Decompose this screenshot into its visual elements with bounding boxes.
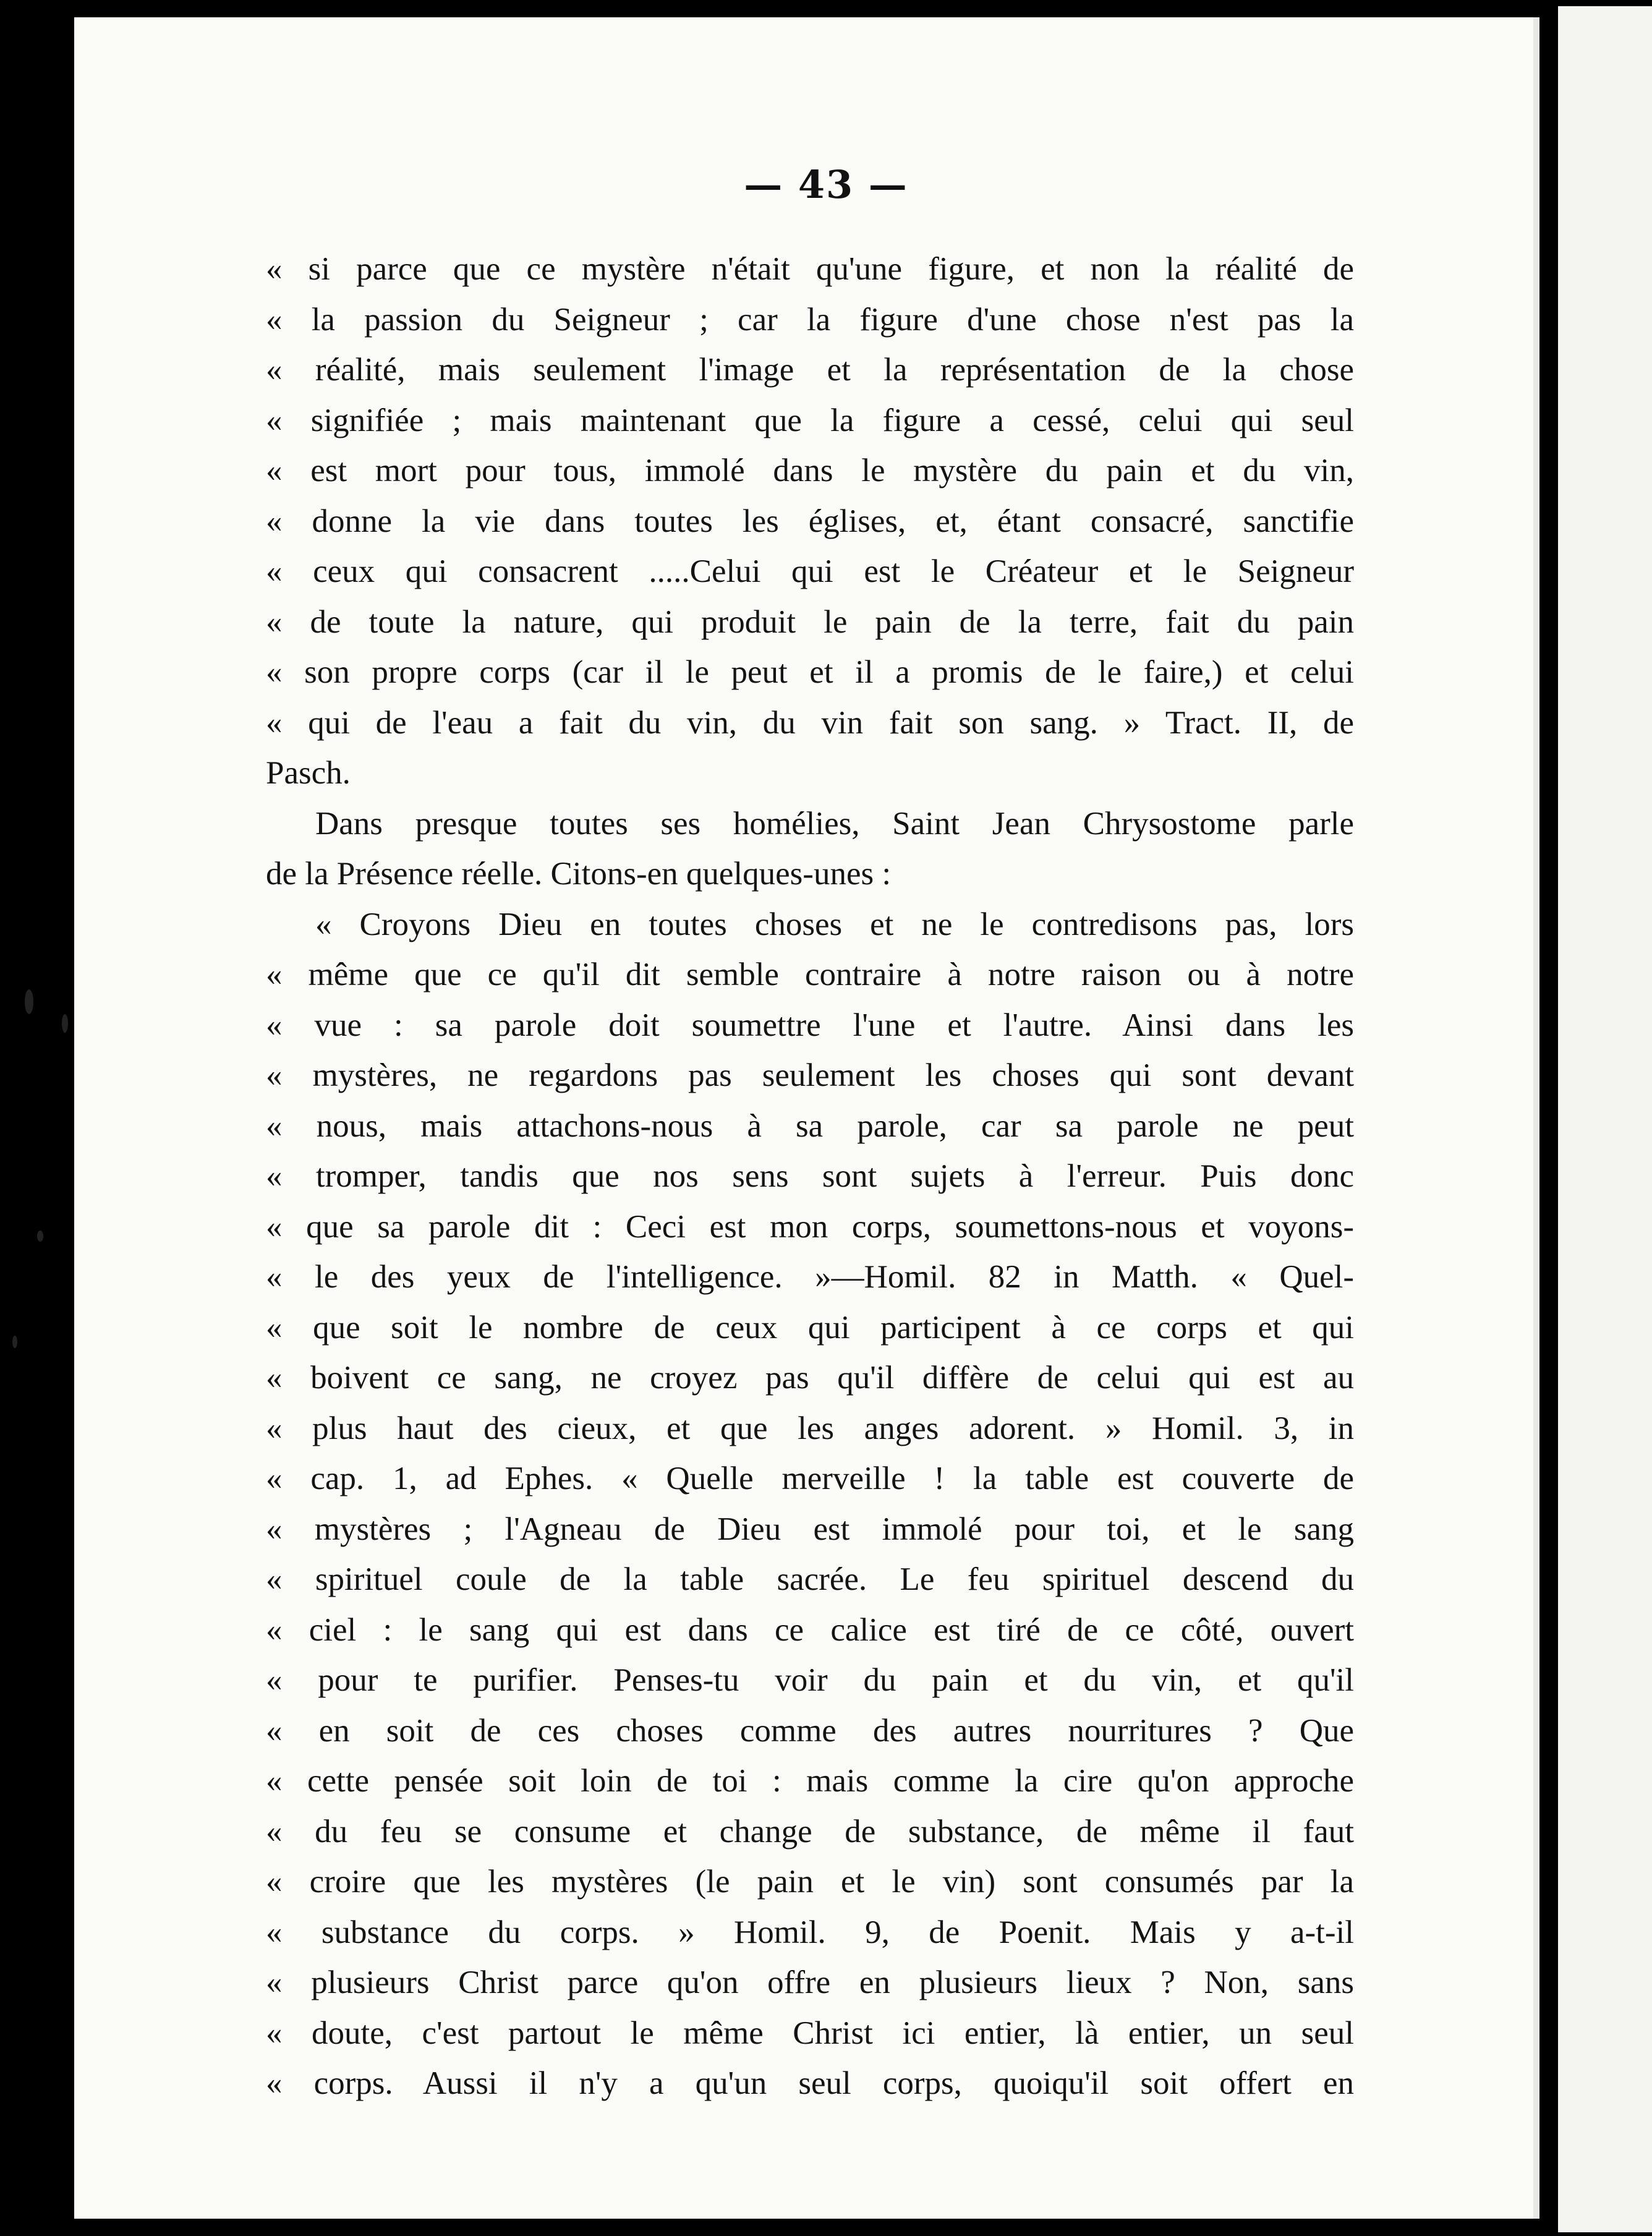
text-line: « croire que les mystères (le pain et le vin) sont consumés par la: [266, 1864, 1354, 1900]
text-line: « le des yeux de l'intelligence. »—Homil. 82 in Matth. « Quel-: [266, 1259, 1354, 1295]
text-line: « même que ce qu'il dit semble contraire à notre raison ou à notre: [266, 957, 1354, 992]
scan-speck: [12, 1336, 17, 1348]
text-line: « mystères, ne regardons pas seulement les choses qui sont devant: [266, 1057, 1354, 1093]
quote-start-line: « Croyons Dieu en toutes choses et ne le contredisons pas, lors: [315, 906, 1354, 942]
text-line: « est mort pour tous, immolé dans le mystère du pain et du vin,: [266, 453, 1354, 489]
text-line: « corps. Aussi il n'y a qu'un seul corps, quoiqu'il soit offert en: [266, 2065, 1354, 2101]
text-line: « signifiée ; mais maintenant que la figure a cessé, celui qui seul: [266, 402, 1354, 438]
text-line: « réalité, mais seulement l'image et la représentation de la chose: [266, 352, 1354, 388]
text-line: « cette pensée soit loin de toi : mais comme la cire qu'on approche: [266, 1763, 1354, 1799]
text-line: « du feu se consume et change de substance, de même il faut: [266, 1813, 1354, 1850]
text-line: « plusieurs Christ parce qu'on offre en plusieurs lieux ? Non, sans: [266, 1965, 1354, 2000]
text-line: « tromper, tandis que nos sens sont sujets à l'erreur. Puis donc: [266, 1158, 1354, 1194]
text-line: « cap. 1, ad Ephes. « Quelle merveille ! la table est couverte de: [266, 1461, 1354, 1496]
page-edge: [1533, 17, 1539, 2219]
text-line: « doute, c'est partout le même Christ ici entier, là entier, un seul: [266, 2015, 1354, 2051]
body-text: [266, 244, 1354, 2109]
text-line: Pasch.: [266, 755, 351, 791]
text-line: « nous, mais attachons-nous à sa parole, car sa parole ne peut: [266, 1107, 1354, 1144]
facing-page-edge: [1558, 6, 1652, 2232]
text-line: « qui de l'eau a fait du vin, du vin fait son sang. » Tract. II, de: [266, 704, 1354, 741]
text-line: « substance du corps. » Homil. 9, de Poenit. Mais y a-t-il: [266, 1914, 1354, 1950]
scan-speck: [25, 989, 33, 1014]
scan-speck: [37, 1231, 43, 1242]
text-line: « mystères ; l'Agneau de Dieu est immolé pour toi, et le sang: [266, 1511, 1354, 1547]
text-line: « ciel : le sang qui est dans ce calice est tiré de ce côté, ouvert: [266, 1611, 1354, 1648]
text-line: « donne la vie dans toutes les églises, et, étant consacré, sanctifie: [266, 503, 1354, 539]
text-line: « son propre corps (car il le peut et il a promis de le faire,) et celui: [266, 654, 1354, 690]
page-number: — 43 —: [744, 162, 908, 207]
text-line: « que soit le nombre de ceux qui participent à ce corps et qui: [266, 1309, 1354, 1346]
text-line: « de toute la nature, qui produit le pain de la terre, fait du pain: [266, 604, 1354, 640]
text-line: « en soit de ces choses comme des autres nourritures ? Que: [266, 1712, 1354, 1749]
text-line: de la Présence réelle. Citons-en quelques-unes :: [266, 856, 892, 892]
scan-speck: [62, 1014, 68, 1033]
text-line: « ceux qui consacrent .....Celui qui est le Créateur et le Seigneur: [266, 553, 1354, 589]
text-line: « spirituel coule de la table sacrée. Le feu spirituel descend du: [266, 1561, 1354, 1597]
paragraph-start-line: Dans presque toutes ses homélies, Saint Jean Chrysostome parle: [315, 805, 1354, 842]
text-line: « si parce que ce mystère n'était qu'une figure, et non la réalité de: [266, 251, 1354, 287]
text-line: « pour te purifier. Penses-tu voir du pain et du vin, et qu'il: [266, 1662, 1354, 1698]
text-line: « boivent ce sang, ne croyez pas qu'il diffère de celui qui est au: [266, 1360, 1354, 1396]
text-line: « vue : sa parole doit soumettre l'une et l'autre. Ainsi dans les: [266, 1007, 1354, 1043]
text-line: « plus haut des cieux, et que les anges adorent. » Homil. 3, in: [266, 1410, 1354, 1446]
text-line: « la passion du Seigneur ; car la figure d'une chose n'est pas la: [266, 301, 1354, 338]
text-line: « que sa parole dit : Ceci est mon corps, soumettons-nous et voyons-: [266, 1208, 1354, 1245]
